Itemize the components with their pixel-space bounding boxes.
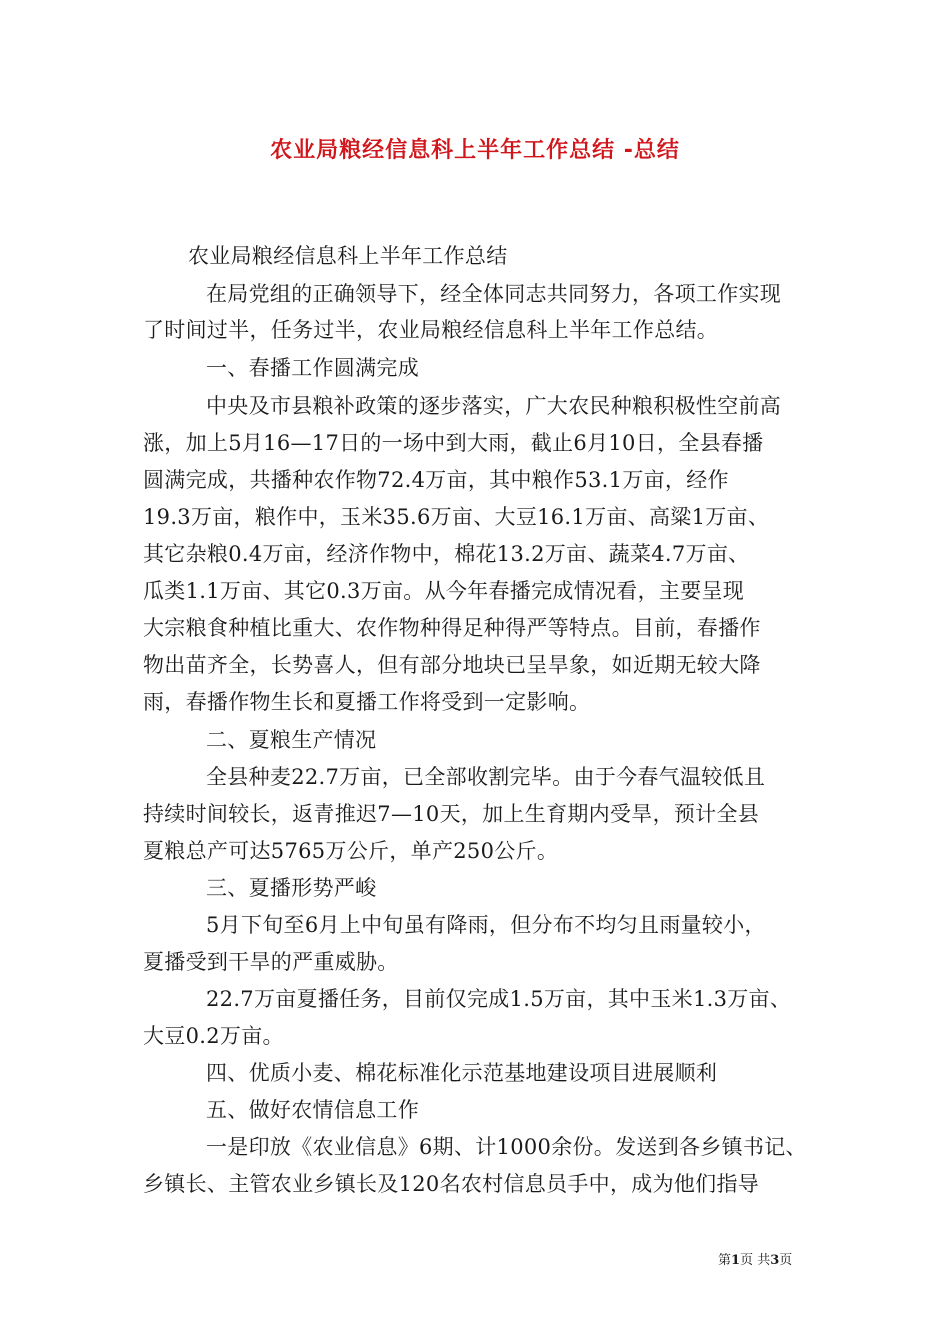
body-line: 夏播受到干旱的严重威胁。: [143, 950, 399, 974]
page-footer: [718, 1249, 792, 1268]
body-line: 涨，加上5月16—17日的一场中到大雨，截止6月10日，全县春播: [143, 431, 764, 455]
page-total: 3: [770, 1253, 780, 1268]
body-line: 夏粮总产可达5765万公斤，单产250公斤。: [143, 839, 559, 863]
body-line: 其它杂粮0.4万亩，经济作物中，棉花13.2万亩、蔬菜4.7万亩、: [143, 542, 750, 566]
body-line: 5月下旬至6月上中旬虽有降雨，但分布不均匀且雨量较小，: [206, 913, 766, 937]
section-heading: 一、春播工作圆满完成: [206, 356, 419, 380]
body-line: 在局党组的正确领导下，经全体同志共同努力，各项工作实现: [206, 282, 782, 306]
page-current: 1: [731, 1253, 741, 1268]
body-line: 了时间过半，任务过半，农业局粮经信息科上半年工作总结。: [143, 318, 719, 342]
body-line: 中央及市县粮补政策的逐步落实，广大农民种粮积极性空前高: [206, 394, 782, 418]
body-line: 19.3万亩，粮作中，玉米35.6万亩、大豆16.1万亩、高粱1万亩、: [143, 505, 770, 529]
body-line: 农业局粮经信息科上半年工作总结: [188, 244, 508, 268]
body-line: 一是印放《农业信息》6期、计1000余份。发送到各乡镇书记、: [206, 1135, 807, 1159]
page-title: 农业局粮经信息科上半年工作总结 -总结: [270, 138, 680, 163]
body-line: 圆满完成，共播种农作物72.4万亩，其中粮作53.1万亩，经作: [143, 468, 729, 492]
body-line: 22.7万亩夏播任务，目前仅完成1.5万亩，其中玉米1.3万亩、: [206, 987, 792, 1011]
body-line: 大宗粮食种植比重大、农作物种得足种得严等特点。目前，春播作: [143, 616, 761, 640]
body-line: 乡镇长、主管农业乡镇长及120名农村信息员手中，成为他们指导: [143, 1172, 760, 1196]
body-line: 物出苗齐全，长势喜人，但有部分地块已呈旱象，如近期无较大降: [143, 653, 761, 677]
body-line: 全县种麦22.7万亩，已全部收割完毕。由于今春气温较低且: [206, 765, 766, 789]
page-suffix: 页: [779, 1253, 793, 1268]
page-prefix: 第: [718, 1253, 732, 1268]
section-heading: 四、优质小麦、棉花标准化示范基地建设项目进展顺利: [206, 1061, 718, 1085]
body-line: 持续时间较长，返青推迟7—10天，加上生育期内受旱，预计全县: [143, 802, 760, 826]
page-middle: 页 共: [740, 1253, 771, 1268]
body-line: 雨，春播作物生长和夏播工作将受到一定影响。: [143, 690, 591, 714]
body-line: 大豆0.2万亩。: [143, 1024, 284, 1048]
section-heading: 三、夏播形势严峻: [206, 876, 377, 900]
body-line: 瓜类1.1万亩、其它0.3万亩。从今年春播完成情况看，主要呈现: [143, 579, 745, 603]
section-heading: 五、做好农情信息工作: [206, 1098, 419, 1122]
section-heading: 二、夏粮生产情况: [206, 728, 377, 752]
